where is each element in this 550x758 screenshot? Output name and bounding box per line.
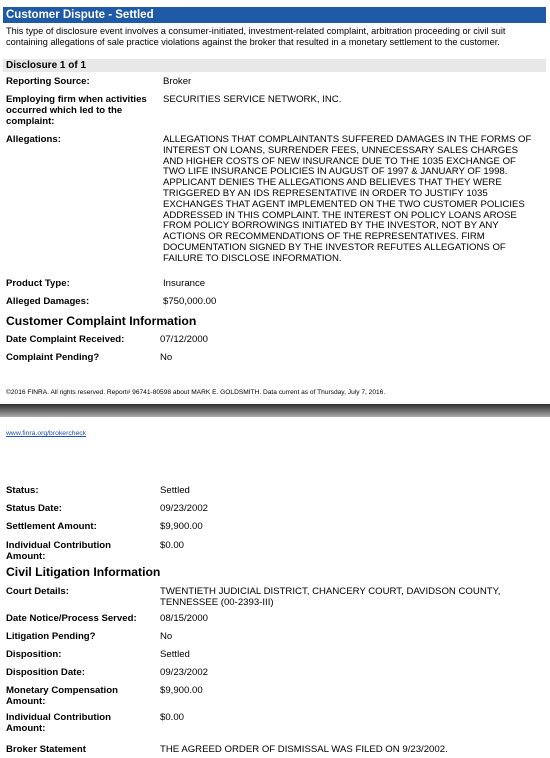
disclosure-header: Disclosure 1 of 1	[3, 59, 546, 72]
complaint-pending-label: Complaint Pending?	[6, 352, 100, 363]
civil-section-title: Civil Litigation Information	[6, 565, 161, 579]
monetary-compensation-value: $9,900.00	[160, 685, 203, 696]
monetary-compensation-label: Monetary Compensation Amount:	[6, 685, 118, 707]
date-notice-value: 08/15/2000	[160, 613, 209, 624]
brokercheck-link[interactable]: www.finra.org/brokercheck	[6, 430, 87, 437]
page-break-divider	[0, 404, 550, 417]
reporting-source-value: Broker	[163, 76, 192, 87]
intro-text: This type of disclosure event involves a consumer-initiated, investment-related complaint, arbitration proceeding or civil suit containing allegations of sale practice violations against the broker that resulted in a monetary settlement to the customer.	[6, 26, 506, 47]
complaint-pending-value: No	[160, 352, 173, 363]
reporting-source-label: Reporting Source:	[6, 76, 90, 87]
employing-firm-value: SECURITIES SERVICE NETWORK, INC.	[163, 94, 342, 105]
court-details-label: Court Details:	[6, 586, 69, 597]
section-header: Customer Dispute - Settled	[3, 7, 546, 23]
product-type-value: Insurance	[163, 278, 206, 289]
individual-contribution-label: Individual Contribution Amount:	[6, 540, 111, 562]
page-footer: ©2016 FINRA. All rights reserved. Report# 96741-80598 about MARK E. GOLDSMITH. Data current as of Thursday, July 7, 2016.	[6, 389, 386, 396]
complaint-section-title: Customer Complaint Information	[6, 314, 197, 328]
employing-firm-label: Employing firm when activities occurred which led to the complaint:	[6, 94, 147, 127]
court-details-value: TWENTIETH JUDICIAL DISTRICT, CHANCERY COURT, DAVIDSON COUNTY, TENNESSEE (00-2393-III)	[160, 586, 501, 608]
litigation-pending-label: Litigation Pending?	[6, 631, 96, 642]
disposition-date-label: Disposition Date:	[6, 667, 85, 678]
status-value: Settled	[160, 485, 190, 496]
alleged-damages-label: Alleged Damages:	[6, 296, 90, 307]
alleged-damages-value: $750,000.00	[163, 296, 217, 307]
date-notice-label: Date Notice/Process Served:	[6, 613, 137, 624]
civil-individual-contribution-label: Individual Contribution Amount:	[6, 712, 111, 734]
broker-statement-label: Broker Statement	[6, 744, 86, 755]
litigation-pending-value: No	[160, 631, 173, 642]
status-label: Status:	[6, 485, 39, 496]
disposition-label: Disposition:	[6, 649, 62, 660]
disposition-value: Settled	[160, 649, 190, 660]
disposition-date-value: 09/23/2002	[160, 667, 209, 678]
individual-contribution-value: $0.00	[160, 540, 185, 551]
broker-statement-value: THE AGREED ORDER OF DISMISSAL WAS FILED ON 9/23/2002.	[160, 744, 448, 755]
civil-individual-contribution-value: $0.00	[160, 712, 185, 723]
status-date-value: 09/23/2002	[160, 503, 209, 514]
settlement-amount-label: Settlement Amount:	[6, 521, 97, 532]
allegations-value: ALLEGATIONS THAT COMPLAINTANTS SUFFERED DAMAGES IN THE FORMS OF INTEREST ON LOANS, SURRENDER FEES, UNNECESSARY SALES CHARGES AND HIGHER COSTS OF NEW INSURANCE DUE TO THE 1035 EXCHANGE OF TWO LIFE INSURANCE POLICIES IN AUGUST OF 1997 & JANUARY OF 1998. APPLICANT DENIES THE ALLEGATIONS AND BELIEVES THAT THEY WERE TRIGGERED BY AN IDS REPRESENTATIVE IN ORDER TO JUSTIFY 1035 EXCHANGES THAT AGENT IMPLEMENTED ON THE TWO CUSTOMER POLICIES ADDRESSED IN THIS COMPLAINT. THE INTEREST ON POLICY LOANS AROSE FROM POLICY BORROWINGS INITIATED BY THE INVESTOR, NOT BY ANY ACTIONS OR RECOMMENDATIONS OF THE REPRESENTATIVES. FIRM DOCUMENTATION SIGNED BY THE INVESTOR REFUTES ALLEGATIONS OF FAILURE TO DISCLOSE INFORMATION.	[163, 134, 532, 264]
date-complaint-received-label: Date Complaint Received:	[6, 334, 125, 345]
status-date-label: Status Date:	[6, 503, 62, 514]
product-type-label: Product Type:	[6, 278, 70, 289]
date-complaint-received-value: 07/12/2000	[160, 334, 209, 345]
settlement-amount-value: $9,900.00	[160, 521, 203, 532]
allegations-label: Allegations:	[6, 134, 61, 145]
